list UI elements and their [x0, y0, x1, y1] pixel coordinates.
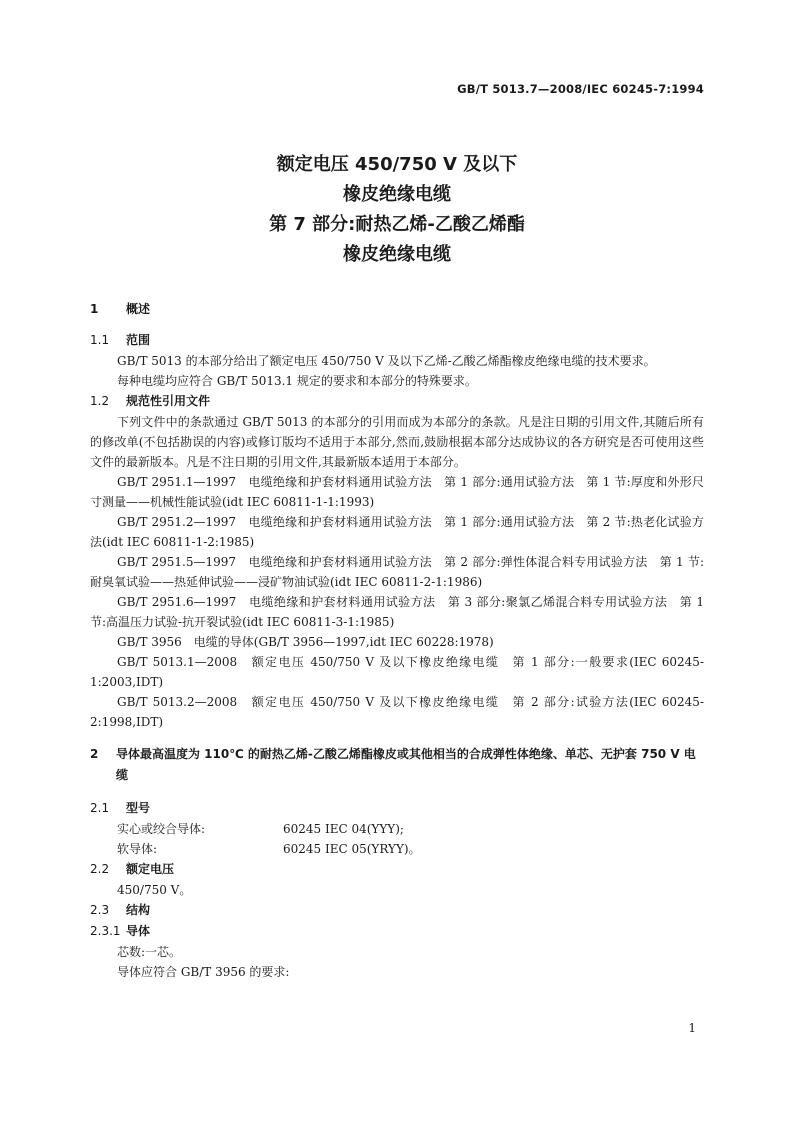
- section-title: 型号: [126, 801, 151, 815]
- section-number: 2: [90, 747, 99, 761]
- paragraph: 450/750 V。: [117, 883, 192, 897]
- section-title: 规范性引用文件: [126, 394, 211, 408]
- document-title: [0, 150, 794, 270]
- page-number: 1: [688, 1021, 696, 1035]
- paragraph: 芯数:一芯。: [117, 945, 182, 959]
- reference-item: GB/T 3956 电缆的导体(GB/T 3956—1997,idt IEC 60228:1978): [117, 635, 494, 649]
- paragraph: 每种电缆均应符合 GB/T 5013.1 规定的要求和本部分的特殊要求。: [117, 374, 477, 388]
- section-2-3-1-heading: [90, 921, 704, 942]
- section-number: 2.3: [90, 903, 110, 917]
- section-number: 2.3.1: [90, 924, 121, 938]
- paragraph: 下列文件中的条款通过 GB/T 5013 的本部分的引用而成为本部分的条款。凡是注日期的引用文件,其随后所有的修改单(不包括勘误的内容)或修订版均不适用于本部分,然而,鼓励根据本部分达成协议的各方研究是否可使用这些文件的最新版本。凡是不注日期的引用文件,其最新版本适用于本部分。: [90, 415, 704, 469]
- type-row: [90, 839, 704, 859]
- reference-item: GB/T 2951.6—1997 电缆绝缘和护套材料通用试验方法 第 3 部分:聚氯乙烯混合料专用试验方法 第 1 节:高温压力试验-抗开裂试验(idt IEC 60811-3-1:1985): [90, 595, 704, 629]
- type-label: 实心或绞合导体:: [117, 822, 206, 836]
- section-2-2-heading: [90, 859, 704, 880]
- section-number: 2.1: [90, 801, 110, 815]
- section-2-heading: [90, 744, 704, 786]
- section-number: 2.2: [90, 862, 110, 876]
- title-line-1: 额定电压 450/750 V 及以下: [276, 154, 518, 175]
- document-body: [90, 299, 704, 982]
- reference-item: GB/T 2951.2—1997 电缆绝缘和护套材料通用试验方法 第 1 部分:通用试验方法 第 2 节:热老化试验方法(idt IEC 60811-1-2:1985): [90, 515, 704, 549]
- type-label: 软导体:: [117, 842, 158, 856]
- paragraph: GB/T 5013 的本部分给出了额定电压 450/750 V 及以下乙烯-乙酸乙烯酯橡皮绝缘电缆的技术要求。: [117, 354, 656, 368]
- reference-item: GB/T 2951.1—1997 电缆绝缘和护套材料通用试验方法 第 1 部分:通用试验方法 第 1 节:厚度和外形尺寸测量——机械性能试验(idt IEC 60811-1-1:1993): [90, 475, 704, 509]
- section-number: 1: [90, 302, 99, 316]
- section-title: 结构: [126, 903, 151, 917]
- section-1-1-heading: [90, 330, 704, 351]
- section-title: 导体最高温度为 110℃ 的耐热乙烯-乙酸乙烯酯橡皮或其他相当的合成弹性体绝缘、单芯、无护套 750 V 电缆: [116, 747, 696, 782]
- type-value: 60245 IEC 04(YYY);: [283, 822, 404, 836]
- section-2-1-heading: [90, 798, 704, 819]
- section-number: 1.1: [90, 333, 110, 347]
- section-title: 范围: [126, 333, 151, 347]
- section-title: 导体: [126, 924, 151, 938]
- title-line-3: 第 7 部分:耐热乙烯-乙酸乙烯酯: [269, 214, 525, 235]
- section-2-3-heading: [90, 900, 704, 921]
- reference-item: GB/T 5013.2—2008 额定电压 450/750 V 及以下橡皮绝缘电缆 第 2 部分:试验方法(IEC 60245-2:1998,IDT): [90, 695, 704, 729]
- section-number: 1.2: [90, 394, 110, 408]
- title-line-4: 橡皮绝缘电缆: [343, 244, 451, 265]
- type-row: [90, 819, 704, 839]
- type-value: 60245 IEC 05(YRYY)。: [283, 842, 421, 856]
- section-1-heading: [90, 299, 704, 320]
- title-line-2: 橡皮绝缘电缆: [343, 184, 451, 205]
- section-title: 概述: [126, 302, 151, 316]
- paragraph: 导体应符合 GB/T 3956 的要求:: [117, 965, 290, 979]
- section-1-2-heading: [90, 391, 704, 412]
- section-title: 额定电压: [126, 862, 175, 876]
- reference-item: GB/T 5013.1—2008 额定电压 450/750 V 及以下橡皮绝缘电缆 第 1 部分:一般要求(IEC 60245-1:2003,IDT): [90, 655, 704, 689]
- standard-code: GB/T 5013.7—2008/IEC 60245-7:1994: [457, 82, 704, 96]
- reference-item: GB/T 2951.5—1997 电缆绝缘和护套材料通用试验方法 第 2 部分:弹性体混合料专用试验方法 第 1 节:耐臭氧试验——热延伸试验——浸矿物油试验(idt IEC 60811-2-1:1986): [90, 555, 704, 589]
